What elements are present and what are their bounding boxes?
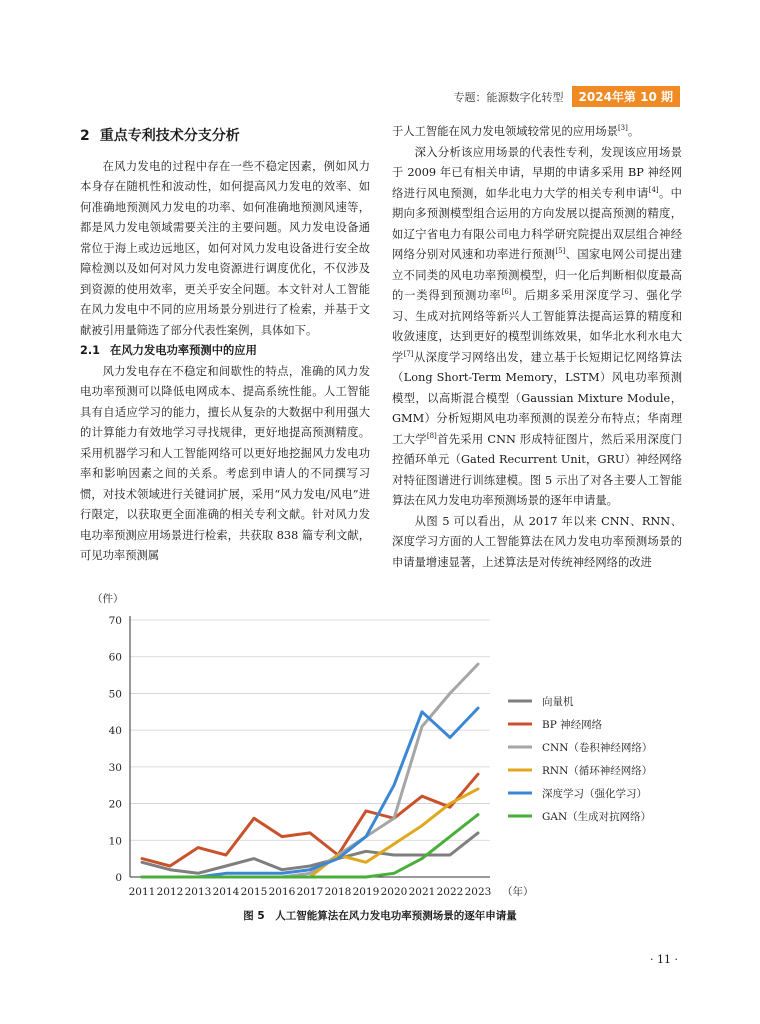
y-axis-label: （件）: [92, 593, 124, 605]
page-header: [454, 86, 680, 107]
x-tick-label: 2023: [464, 886, 492, 898]
right-column: [392, 122, 682, 573]
y-tick-label: 0: [115, 872, 122, 884]
citation[interactable]: [5]: [555, 247, 566, 256]
figure-5-chart: [90, 588, 690, 908]
figure-caption: 图 5 人工智能算法在风力发电功率预测场景的逐年申请量: [243, 910, 517, 922]
x-axis-label: （年）: [502, 886, 534, 898]
header-topic: 专题：能源数字化转型: [453, 90, 564, 104]
citation[interactable]: [3]: [617, 124, 628, 133]
legend-label: GAN（生成对抗网络）: [542, 811, 652, 823]
x-tick-label: 2011: [128, 886, 156, 898]
legend-label: BP 神经网络: [542, 719, 603, 731]
y-tick-label: 20: [108, 798, 122, 811]
citation[interactable]: [7]: [403, 349, 414, 358]
issue-badge: 2024年第 10 期: [572, 86, 680, 107]
series-line-3: [142, 664, 478, 877]
y-tick-label: 30: [108, 761, 122, 774]
legend-label: CNN（卷积神经网络）: [542, 742, 653, 754]
section-title: 重点专利技术分支分析: [99, 128, 240, 144]
citation[interactable]: [4]: [648, 185, 659, 194]
y-tick-label: 40: [108, 725, 122, 738]
x-tick-label: 2022: [436, 886, 464, 898]
paragraph: 在风力发电的过程中存在一些不稳定因素，例如风力本身存在随机性和波动性，如何提高风力发电的效率、如何准确地预测风力发电的功率、如何准确地预测风速等，都是风力发电领域需要关注的主要问题。风力发电设备通常位于海上或边远地区，如何对风力发电设备进行安全故障检测以及如何对风力发电资源进行调度优化，不仅涉及到资源的使用效率，更关乎安全问题。本文针对人工智能在风力发电中不同的应用场景分别进行了检索，并基于文献被引用量筛选了部分代表性案例，具体如下。: [80, 159, 370, 337]
x-tick-label: 2018: [324, 886, 352, 898]
citation[interactable]: [6]: [501, 288, 512, 297]
paragraph: 于人工智能在风力发电领域较常见的应用场景[3]。: [392, 124, 640, 138]
line-chart-svg: [90, 588, 690, 908]
x-tick-label: 2017: [296, 886, 324, 898]
x-tick-label: 2013: [184, 886, 212, 898]
x-tick-label: 2014: [212, 886, 240, 898]
paragraph: 从图 5 可以看出，从 2017 年以来 CNN、RNN、深度学习方面的人工智能算法在风力发电功率预测场景的申请量增速显著，上述算法是对传统神经网络的改进: [392, 514, 682, 569]
x-tick-label: 2020: [380, 886, 408, 898]
x-tick-label: 2012: [156, 886, 184, 898]
y-tick-label: 60: [108, 651, 122, 664]
paragraph: 深入分析该应用场景的代表性专利，发现该应用场景于 2009 年已有相关申请，早期的申请多采用 BP 神经网络进行风电预测，如华北电力大学的相关专利申请[4]。中期向多预测模型组合运用的方向发展以提高预测的精度，如辽宁省电力有限公司电力科学研究院提出双层组合神经网络分别对风速和功率进行预测[5]、国家电网公司提出建立不同类的风电功率预测模型，归一化后判断相似度最高的一类得到预测功率[6]。后期多采用深度学习、强化学习、生成对抗网络等新兴人工智能算法提高运算的精度和收敛速度，达到更好的模型训练效果，如华北水利水电大学[7]从深度学习网络出发，建立基于长短期记忆网络算法（Long Short-Term Memory，LSTM）风电功率预测模型，以高斯混合模型（Gaussian Mixture Module，GMM）分析短期风电功率预测的误差分布特点；华南理工大学[8]首先采用 CNN 形成特征图片，然后采用深度门控循环单元（Gated Recurrent Unit，GRU）神经网络对特征图谱进行训练建模。图 5 示出了对各主要人工智能算法在风力发电功率预测场景的逐年申请量。: [392, 145, 682, 507]
x-tick-label: 2016: [268, 886, 296, 898]
section-number: 2: [80, 128, 90, 144]
left-column: [80, 122, 370, 567]
x-tick-label: 2015: [240, 886, 268, 898]
legend-label: 深度学习（强化学习）: [542, 788, 647, 800]
y-tick-label: 50: [108, 688, 122, 701]
series-line-6: [142, 815, 478, 877]
x-tick-label: 2021: [408, 886, 436, 898]
y-tick-label: 10: [108, 835, 122, 848]
y-tick-label: 70: [108, 615, 122, 627]
page-number: · 11 ·: [650, 953, 678, 966]
paragraph: 风力发电存在不稳定和间歇性的特点，准确的风力发电功率预测可以降低电网成本、提高系统性能。人工智能具有自适应学习的能力，擅长从复杂的大数据中利用强大的计算能力有效地学习寻找规律，更好地提高预测精度。采用机器学习和人工智能网络可以更好地挖掘风力发电功率和影响因素之间的关系。考虑到申请人的不同撰写习惯，对技术领域进行关键词扩展，采用“风力发电/风电”进行限定，以获取更全面准确的相关专利文献。针对风力发电功率预测应用场景进行检索，共获取 838 篇专利文献，可见功率预测属: [80, 364, 370, 562]
section-heading: [80, 126, 370, 147]
subsection-number: 2.1: [80, 344, 101, 357]
citation[interactable]: [8]: [426, 431, 437, 440]
legend-label: 向量机: [542, 696, 574, 708]
x-tick-label: 2019: [352, 886, 380, 898]
subsection-heading: [80, 341, 370, 362]
legend-label: RNN（循环神经网络）: [542, 765, 653, 777]
subsection-title: 在风力发电功率预测中的应用: [110, 344, 257, 357]
